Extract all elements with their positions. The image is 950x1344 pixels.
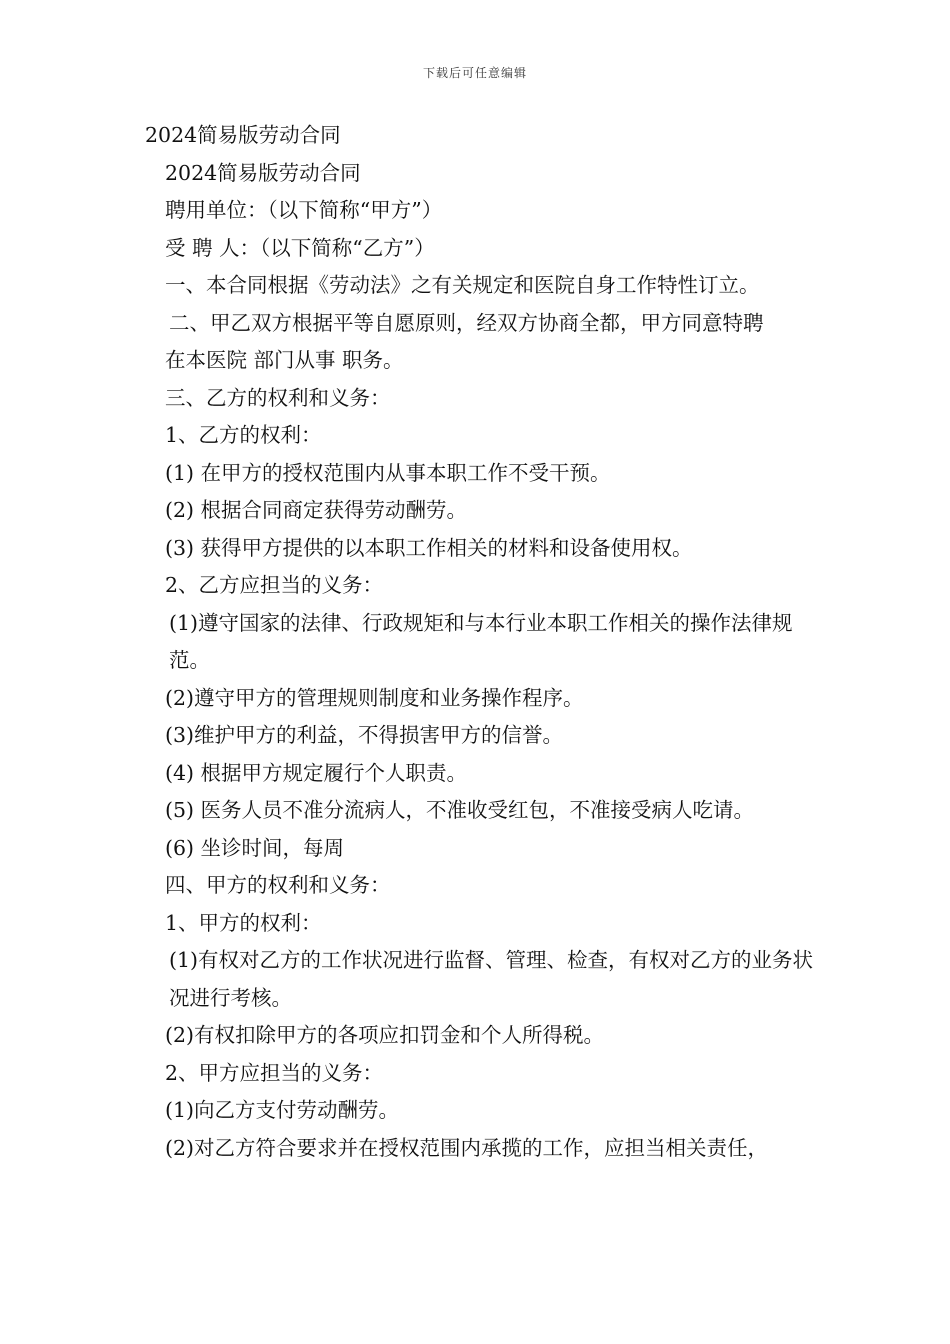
party-b-right-3: (3) 获得甲方提供的以本职工作相关的材料和设备使用权。	[165, 535, 693, 560]
document-body	[145, 117, 817, 1167]
party-b-right-2: (2) 根据合同商定获得劳动酬劳。	[165, 498, 468, 522]
party-a-duty-1: (1)向乙方支付劳动酬劳。	[165, 1098, 400, 1122]
document-title: 2024简易版劳动合同	[145, 123, 341, 147]
party-b-duties-heading: 2、乙方应担当的义务：	[165, 573, 384, 597]
party-b-duty-5: (5) 医务人员不准分流病人，不准收受红包，不准接受病人吃请。	[165, 798, 755, 822]
employee-line: 受 聘 人：（以下简称“乙方”）	[165, 235, 435, 260]
party-a-duties-heading: 2、甲方应担当的义务：	[165, 1060, 384, 1085]
party-a-right-2: (2)有权扣除甲方的各项应扣罚金和个人所得税。	[165, 1023, 605, 1047]
clause-2-cont: 在本医院 部门从事 职务。	[165, 348, 404, 372]
contract-heading: 2024简易版劳动合同	[165, 160, 361, 185]
section-3-heading: 三、乙方的权利和义务：	[165, 385, 391, 410]
party-b-rights-heading: 1、乙方的权利：	[165, 423, 322, 447]
party-a-rights-heading: 1、甲方的权利：	[165, 910, 322, 935]
party-b-duty-6: (6) 坐诊时间，每周	[165, 835, 345, 860]
party-b-right-1: (1) 在甲方的授权范围内从事本职工作不受干预。	[165, 460, 611, 485]
employer-line: 聘用单位：（以下简称“甲方”）	[165, 198, 443, 222]
page-header-note: 下载后可任意编辑	[422, 66, 527, 80]
section-4-heading: 四、甲方的权利和义务：	[165, 873, 391, 897]
party-b-duty-2: (2)遵守甲方的管理规则制度和业务操作程序。	[165, 685, 584, 710]
party-b-duty-4: (4) 根据甲方规定履行个人职责。	[165, 760, 468, 785]
party-a-right-1: (1)有权对乙方的工作状况进行监督、管理、检查，有权对乙方的业务状况进行考核。	[169, 948, 814, 1010]
clause-1: 一、本合同根据《劳动法》之有关规定和医院自身工作特性订立。	[165, 273, 760, 297]
clause-2: 二、甲乙双方根据平等自愿原则，经双方协商全都，甲方同意特聘	[169, 310, 764, 335]
party-b-duty-1: (1)遵守国家的法律、行政规矩和与本行业本职工作相关的操作法律规范。	[169, 610, 793, 672]
party-a-duty-2: (2)对乙方符合要求并在授权范围内承揽的工作，应担当相关责任，	[165, 1135, 769, 1160]
party-b-duty-3: (3)维护甲方的利益，不得损害甲方的信誉。	[165, 723, 564, 747]
